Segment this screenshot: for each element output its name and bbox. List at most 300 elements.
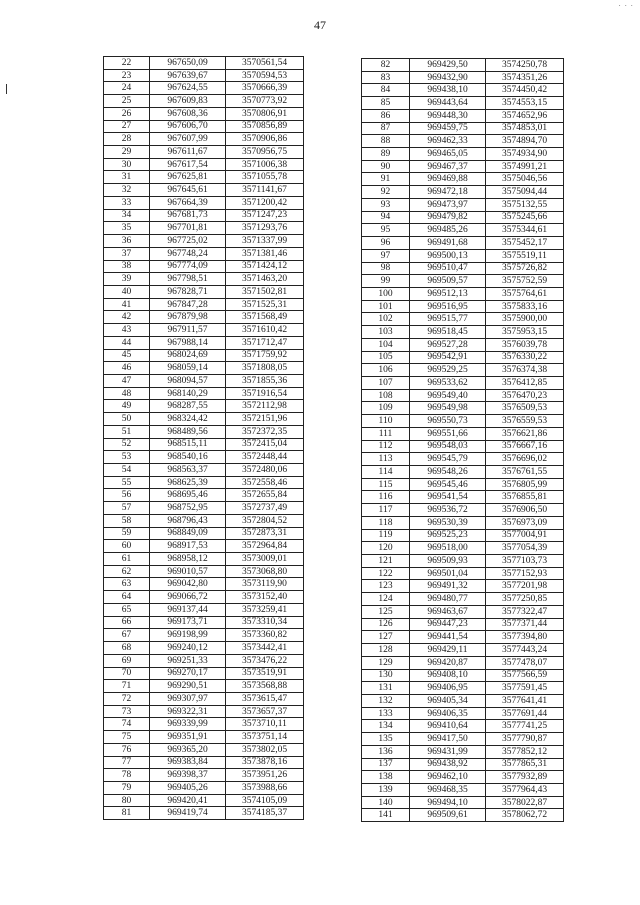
- y-coordinate-cell: 3572804,52: [226, 514, 304, 527]
- y-coordinate-cell: 3573878,16: [226, 756, 304, 769]
- x-coordinate-cell: 969545,46: [410, 478, 486, 491]
- y-coordinate-cell: 3577152,93: [486, 567, 564, 580]
- x-coordinate-cell: 968140,29: [150, 387, 226, 400]
- x-coordinate-cell: 968625,39: [150, 476, 226, 489]
- x-coordinate-cell: 969494,10: [410, 796, 486, 809]
- table-row: [362, 376, 564, 389]
- table-row: [362, 122, 564, 135]
- point-number-cell: 47: [104, 374, 150, 387]
- x-coordinate-cell: 969410,64: [410, 720, 486, 733]
- table-row: [104, 743, 304, 756]
- y-coordinate-cell: 3574652,96: [486, 109, 564, 122]
- y-coordinate-cell: 3573657,37: [226, 705, 304, 718]
- x-coordinate-cell: 969429,50: [410, 59, 486, 72]
- table-row: [104, 769, 304, 782]
- point-number-cell: 25: [104, 95, 150, 108]
- point-number-cell: 90: [362, 160, 410, 173]
- table-row: [362, 580, 564, 593]
- table-row: [362, 300, 564, 313]
- table-row: [104, 146, 304, 159]
- point-number-cell: 132: [362, 694, 410, 707]
- y-coordinate-cell: 3576805,99: [486, 478, 564, 491]
- y-coordinate-cell: 3577201,98: [486, 580, 564, 593]
- table-row: [104, 133, 304, 146]
- table-row: [104, 451, 304, 464]
- y-coordinate-cell: 3575953,15: [486, 326, 564, 339]
- y-coordinate-cell: 3577865,31: [486, 758, 564, 771]
- point-number-cell: 61: [104, 553, 150, 566]
- x-coordinate-cell: 969462,10: [410, 771, 486, 784]
- table-row: [362, 478, 564, 491]
- point-number-cell: 56: [104, 489, 150, 502]
- corner-mark: · · ·: [618, 2, 634, 10]
- table-row: [104, 400, 304, 413]
- table-row: [104, 362, 304, 375]
- table-row: [362, 694, 564, 707]
- x-coordinate-cell: 967625,81: [150, 171, 226, 184]
- y-coordinate-cell: 3575833,16: [486, 300, 564, 313]
- x-coordinate-cell: 969420,87: [410, 656, 486, 669]
- y-coordinate-cell: 3571916,54: [226, 387, 304, 400]
- point-number-cell: 78: [104, 769, 150, 782]
- x-coordinate-cell: 967611,67: [150, 146, 226, 159]
- x-coordinate-cell: 969473,97: [410, 198, 486, 211]
- x-coordinate-cell: 969406,95: [410, 682, 486, 695]
- table-row: [362, 249, 564, 262]
- x-coordinate-cell: 969485,26: [410, 224, 486, 237]
- point-number-cell: 134: [362, 720, 410, 733]
- x-coordinate-cell: 969480,77: [410, 593, 486, 606]
- y-coordinate-cell: 3574450,42: [486, 84, 564, 97]
- y-coordinate-cell: 3572558,46: [226, 476, 304, 489]
- x-coordinate-cell: 968796,43: [150, 514, 226, 527]
- table-row: [104, 260, 304, 273]
- point-number-cell: 119: [362, 529, 410, 542]
- x-coordinate-cell: 969516,95: [410, 300, 486, 313]
- table-row: [362, 211, 564, 224]
- table-row: [104, 603, 304, 616]
- point-number-cell: 110: [362, 415, 410, 428]
- table-row: [362, 262, 564, 275]
- x-coordinate-cell: 969463,67: [410, 605, 486, 618]
- point-number-cell: 86: [362, 109, 410, 122]
- x-coordinate-cell: 968695,46: [150, 489, 226, 502]
- table-row: [362, 720, 564, 733]
- y-coordinate-cell: 3577691,44: [486, 707, 564, 720]
- y-coordinate-cell: 3577932,89: [486, 771, 564, 784]
- y-coordinate-cell: 3573152,40: [226, 591, 304, 604]
- x-coordinate-cell: 969448,30: [410, 109, 486, 122]
- margin-mark: [6, 84, 7, 94]
- point-number-cell: 136: [362, 745, 410, 758]
- x-coordinate-cell: 969467,37: [410, 160, 486, 173]
- table-row: [104, 82, 304, 95]
- table-row: [362, 466, 564, 479]
- y-coordinate-cell: 3574351,26: [486, 71, 564, 84]
- table-row: [362, 453, 564, 466]
- point-number-cell: 34: [104, 209, 150, 222]
- point-number-cell: 77: [104, 756, 150, 769]
- y-coordinate-cell: 3576973,09: [486, 516, 564, 529]
- x-coordinate-cell: 969408,10: [410, 669, 486, 682]
- point-number-cell: 138: [362, 771, 410, 784]
- table-row: [362, 504, 564, 517]
- y-coordinate-cell: 3572112,98: [226, 400, 304, 413]
- table-row: [104, 667, 304, 680]
- y-coordinate-cell: 3575094,44: [486, 186, 564, 199]
- point-number-cell: 35: [104, 222, 150, 235]
- x-coordinate-cell: 967645,61: [150, 184, 226, 197]
- point-number-cell: 125: [362, 605, 410, 618]
- y-coordinate-cell: 3577478,07: [486, 656, 564, 669]
- table-row: [104, 247, 304, 260]
- point-number-cell: 43: [104, 324, 150, 337]
- table-row: [362, 402, 564, 415]
- x-coordinate-cell: 967748,24: [150, 247, 226, 260]
- y-coordinate-cell: 3571006,38: [226, 158, 304, 171]
- y-coordinate-cell: 3571855,36: [226, 374, 304, 387]
- x-coordinate-cell: 969509,93: [410, 555, 486, 568]
- x-coordinate-cell: 969419,74: [150, 807, 226, 820]
- table-row: [362, 415, 564, 428]
- x-coordinate-cell: 968958,12: [150, 553, 226, 566]
- y-coordinate-cell: 3577852,12: [486, 745, 564, 758]
- point-number-cell: 71: [104, 680, 150, 693]
- x-coordinate-cell: 967847,28: [150, 298, 226, 311]
- x-coordinate-cell: 969525,23: [410, 529, 486, 542]
- table-row: [362, 707, 564, 720]
- x-coordinate-cell: 969529,25: [410, 364, 486, 377]
- y-coordinate-cell: 3576621,86: [486, 427, 564, 440]
- point-number-cell: 40: [104, 285, 150, 298]
- point-number-cell: 68: [104, 642, 150, 655]
- table-row: [104, 273, 304, 286]
- x-coordinate-cell: 968752,95: [150, 502, 226, 515]
- table-row: [362, 631, 564, 644]
- table-row: [362, 173, 564, 186]
- table-row: [104, 705, 304, 718]
- table-row: [104, 654, 304, 667]
- table-row: [362, 529, 564, 542]
- table-row: [362, 275, 564, 288]
- x-coordinate-cell: 967681,73: [150, 209, 226, 222]
- x-coordinate-cell: 969010,57: [150, 565, 226, 578]
- x-coordinate-cell: 968849,09: [150, 527, 226, 540]
- table-row: [104, 718, 304, 731]
- point-number-cell: 24: [104, 82, 150, 95]
- y-coordinate-cell: 3577790,87: [486, 733, 564, 746]
- point-number-cell: 128: [362, 644, 410, 657]
- y-coordinate-cell: 3570806,91: [226, 107, 304, 120]
- table-row: [362, 555, 564, 568]
- table-row: [104, 464, 304, 477]
- y-coordinate-cell: 3576906,50: [486, 504, 564, 517]
- point-number-cell: 87: [362, 122, 410, 135]
- x-coordinate-cell: 969551,66: [410, 427, 486, 440]
- table-row: [104, 629, 304, 642]
- point-number-cell: 55: [104, 476, 150, 489]
- y-coordinate-cell: 3572655,84: [226, 489, 304, 502]
- y-coordinate-cell: 3576330,22: [486, 351, 564, 364]
- x-coordinate-cell: 969459,75: [410, 122, 486, 135]
- x-coordinate-cell: 968489,56: [150, 425, 226, 438]
- y-coordinate-cell: 3571200,42: [226, 196, 304, 209]
- table-row: [362, 796, 564, 809]
- x-coordinate-cell: 969251,33: [150, 654, 226, 667]
- point-number-cell: 105: [362, 351, 410, 364]
- y-coordinate-cell: 3577250,85: [486, 593, 564, 606]
- x-coordinate-cell: 967879,98: [150, 311, 226, 324]
- y-coordinate-cell: 3576667,16: [486, 440, 564, 453]
- y-coordinate-cell: 3571502,81: [226, 285, 304, 298]
- table-row: [362, 669, 564, 682]
- y-coordinate-cell: 3571424,12: [226, 260, 304, 273]
- x-coordinate-cell: 967606,70: [150, 120, 226, 133]
- point-number-cell: 120: [362, 542, 410, 555]
- table-row: [104, 616, 304, 629]
- y-coordinate-cell: 3573119,90: [226, 578, 304, 591]
- point-number-cell: 54: [104, 464, 150, 477]
- x-coordinate-cell: 967701,81: [150, 222, 226, 235]
- y-coordinate-cell: 3574553,15: [486, 97, 564, 110]
- table-row: [104, 413, 304, 426]
- table-row: [362, 224, 564, 237]
- y-coordinate-cell: 3572415,04: [226, 438, 304, 451]
- y-coordinate-cell: 3571381,46: [226, 247, 304, 260]
- point-number-cell: 58: [104, 514, 150, 527]
- point-number-cell: 51: [104, 425, 150, 438]
- table-row: [104, 184, 304, 197]
- y-coordinate-cell: 3574991,21: [486, 160, 564, 173]
- x-coordinate-cell: 969501,04: [410, 567, 486, 580]
- table-row: [104, 680, 304, 693]
- table-row: [362, 237, 564, 250]
- point-number-cell: 124: [362, 593, 410, 606]
- x-coordinate-cell: 969548,26: [410, 466, 486, 479]
- point-number-cell: 50: [104, 413, 150, 426]
- point-number-cell: 65: [104, 603, 150, 616]
- y-coordinate-cell: 3574185,37: [226, 807, 304, 820]
- point-number-cell: 133: [362, 707, 410, 720]
- x-coordinate-cell: 967988,14: [150, 336, 226, 349]
- point-number-cell: 109: [362, 402, 410, 415]
- table-row: [104, 578, 304, 591]
- table-row: [104, 565, 304, 578]
- table-row: [104, 107, 304, 120]
- point-number-cell: 92: [362, 186, 410, 199]
- point-number-cell: 108: [362, 389, 410, 402]
- x-coordinate-cell: 967624,55: [150, 82, 226, 95]
- y-coordinate-cell: 3577103,73: [486, 555, 564, 568]
- point-number-cell: 130: [362, 669, 410, 682]
- y-coordinate-cell: 3573802,05: [226, 743, 304, 756]
- y-coordinate-cell: 3575726,82: [486, 262, 564, 275]
- table-row: [104, 781, 304, 794]
- x-coordinate-cell: 967650,09: [150, 57, 226, 70]
- y-coordinate-cell: 3577741,25: [486, 720, 564, 733]
- point-number-cell: 22: [104, 57, 150, 70]
- y-coordinate-cell: 3570561,54: [226, 57, 304, 70]
- y-coordinate-cell: 3571712,47: [226, 336, 304, 349]
- y-coordinate-cell: 3570773,92: [226, 95, 304, 108]
- y-coordinate-cell: 3576374,38: [486, 364, 564, 377]
- point-number-cell: 135: [362, 733, 410, 746]
- table-row: [104, 171, 304, 184]
- x-coordinate-cell: 967725,02: [150, 235, 226, 248]
- y-coordinate-cell: 3577371,44: [486, 618, 564, 631]
- point-number-cell: 84: [362, 84, 410, 97]
- table-row: [362, 745, 564, 758]
- x-coordinate-cell: 969527,28: [410, 338, 486, 351]
- x-coordinate-cell: 969429,11: [410, 644, 486, 657]
- y-coordinate-cell: 3573310,34: [226, 616, 304, 629]
- table-row: [104, 540, 304, 553]
- x-coordinate-cell: 968515,11: [150, 438, 226, 451]
- table-row: [362, 618, 564, 631]
- y-coordinate-cell: 3572737,49: [226, 502, 304, 515]
- y-coordinate-cell: 3576412,85: [486, 376, 564, 389]
- table-row: [362, 71, 564, 84]
- table-row: [104, 285, 304, 298]
- point-number-cell: 46: [104, 362, 150, 375]
- point-number-cell: 89: [362, 148, 410, 161]
- table-row: [362, 135, 564, 148]
- x-coordinate-cell: 969198,99: [150, 629, 226, 642]
- x-coordinate-cell: 969491,32: [410, 580, 486, 593]
- point-number-cell: 98: [362, 262, 410, 275]
- y-coordinate-cell: 3577566,59: [486, 669, 564, 682]
- table-row: [104, 95, 304, 108]
- x-coordinate-cell: 969441,54: [410, 631, 486, 644]
- y-coordinate-cell: 3575764,61: [486, 287, 564, 300]
- y-coordinate-cell: 3573751,14: [226, 731, 304, 744]
- y-coordinate-cell: 3573068,80: [226, 565, 304, 578]
- y-coordinate-cell: 3576559,53: [486, 415, 564, 428]
- table-row: [104, 591, 304, 604]
- y-coordinate-cell: 3572964,84: [226, 540, 304, 553]
- point-number-cell: 118: [362, 516, 410, 529]
- table-row: [104, 502, 304, 515]
- point-number-cell: 30: [104, 158, 150, 171]
- x-coordinate-cell: 969398,37: [150, 769, 226, 782]
- coordinate-table-right: [361, 58, 564, 822]
- point-number-cell: 53: [104, 451, 150, 464]
- y-coordinate-cell: 3573615,47: [226, 692, 304, 705]
- point-number-cell: 99: [362, 275, 410, 288]
- point-number-cell: 102: [362, 313, 410, 326]
- x-coordinate-cell: 969405,34: [410, 694, 486, 707]
- table-row: [362, 198, 564, 211]
- x-coordinate-cell: 969351,91: [150, 731, 226, 744]
- point-number-cell: 73: [104, 705, 150, 718]
- point-number-cell: 126: [362, 618, 410, 631]
- x-coordinate-cell: 967828,71: [150, 285, 226, 298]
- x-coordinate-cell: 969173,71: [150, 616, 226, 629]
- table-row: [104, 336, 304, 349]
- y-coordinate-cell: 3572372,35: [226, 425, 304, 438]
- y-coordinate-cell: 3578022,87: [486, 796, 564, 809]
- x-coordinate-cell: 967608,36: [150, 107, 226, 120]
- table-row: [362, 783, 564, 796]
- table-row: [104, 57, 304, 70]
- x-coordinate-cell: 968024,69: [150, 349, 226, 362]
- point-number-cell: 76: [104, 743, 150, 756]
- y-coordinate-cell: 3577641,41: [486, 694, 564, 707]
- point-number-cell: 81: [104, 807, 150, 820]
- table-row: [104, 222, 304, 235]
- point-number-cell: 63: [104, 578, 150, 591]
- point-number-cell: 36: [104, 235, 150, 248]
- x-coordinate-cell: 969510,47: [410, 262, 486, 275]
- point-number-cell: 66: [104, 616, 150, 629]
- point-number-cell: 70: [104, 667, 150, 680]
- x-coordinate-cell: 967911,57: [150, 324, 226, 337]
- table-row: [104, 489, 304, 502]
- point-number-cell: 107: [362, 376, 410, 389]
- x-coordinate-cell: 967617,54: [150, 158, 226, 171]
- x-coordinate-cell: 969468,35: [410, 783, 486, 796]
- x-coordinate-cell: 969042,80: [150, 578, 226, 591]
- point-number-cell: 69: [104, 654, 150, 667]
- x-coordinate-cell: 969542,91: [410, 351, 486, 364]
- table-row: [104, 158, 304, 171]
- table-row: [104, 387, 304, 400]
- x-coordinate-cell: 969509,61: [410, 809, 486, 822]
- y-coordinate-cell: 3571463,20: [226, 273, 304, 286]
- x-coordinate-cell: 969137,44: [150, 603, 226, 616]
- point-number-cell: 104: [362, 338, 410, 351]
- x-coordinate-cell: 969270,17: [150, 667, 226, 680]
- point-number-cell: 116: [362, 491, 410, 504]
- y-coordinate-cell: 3574105,09: [226, 794, 304, 807]
- table-row: [104, 527, 304, 540]
- coordinate-table-left: [103, 56, 304, 820]
- y-coordinate-cell: 3572480,06: [226, 464, 304, 477]
- point-number-cell: 111: [362, 427, 410, 440]
- point-number-cell: 122: [362, 567, 410, 580]
- table-row: [104, 374, 304, 387]
- point-number-cell: 59: [104, 527, 150, 540]
- x-coordinate-cell: 969533,62: [410, 376, 486, 389]
- x-coordinate-cell: 969290,51: [150, 680, 226, 693]
- point-number-cell: 80: [104, 794, 150, 807]
- y-coordinate-cell: 3573519,91: [226, 667, 304, 680]
- x-coordinate-cell: 969545,79: [410, 453, 486, 466]
- point-number-cell: 140: [362, 796, 410, 809]
- x-coordinate-cell: 969066,72: [150, 591, 226, 604]
- point-number-cell: 48: [104, 387, 150, 400]
- y-coordinate-cell: 3576696,02: [486, 453, 564, 466]
- y-coordinate-cell: 3571759,92: [226, 349, 304, 362]
- y-coordinate-cell: 3574853,01: [486, 122, 564, 135]
- x-coordinate-cell: 969550,73: [410, 415, 486, 428]
- point-number-cell: 113: [362, 453, 410, 466]
- table-row: [104, 794, 304, 807]
- x-coordinate-cell: 969432,90: [410, 71, 486, 84]
- table-row: [362, 758, 564, 771]
- point-number-cell: 32: [104, 184, 150, 197]
- y-coordinate-cell: 3576855,81: [486, 491, 564, 504]
- point-number-cell: 101: [362, 300, 410, 313]
- table-row: [104, 324, 304, 337]
- point-number-cell: 82: [362, 59, 410, 72]
- y-coordinate-cell: 3577004,91: [486, 529, 564, 542]
- y-coordinate-cell: 3573442,41: [226, 642, 304, 655]
- x-coordinate-cell: 969405,26: [150, 781, 226, 794]
- x-coordinate-cell: 969518,45: [410, 326, 486, 339]
- x-coordinate-cell: 969541,54: [410, 491, 486, 504]
- table-row: [104, 731, 304, 744]
